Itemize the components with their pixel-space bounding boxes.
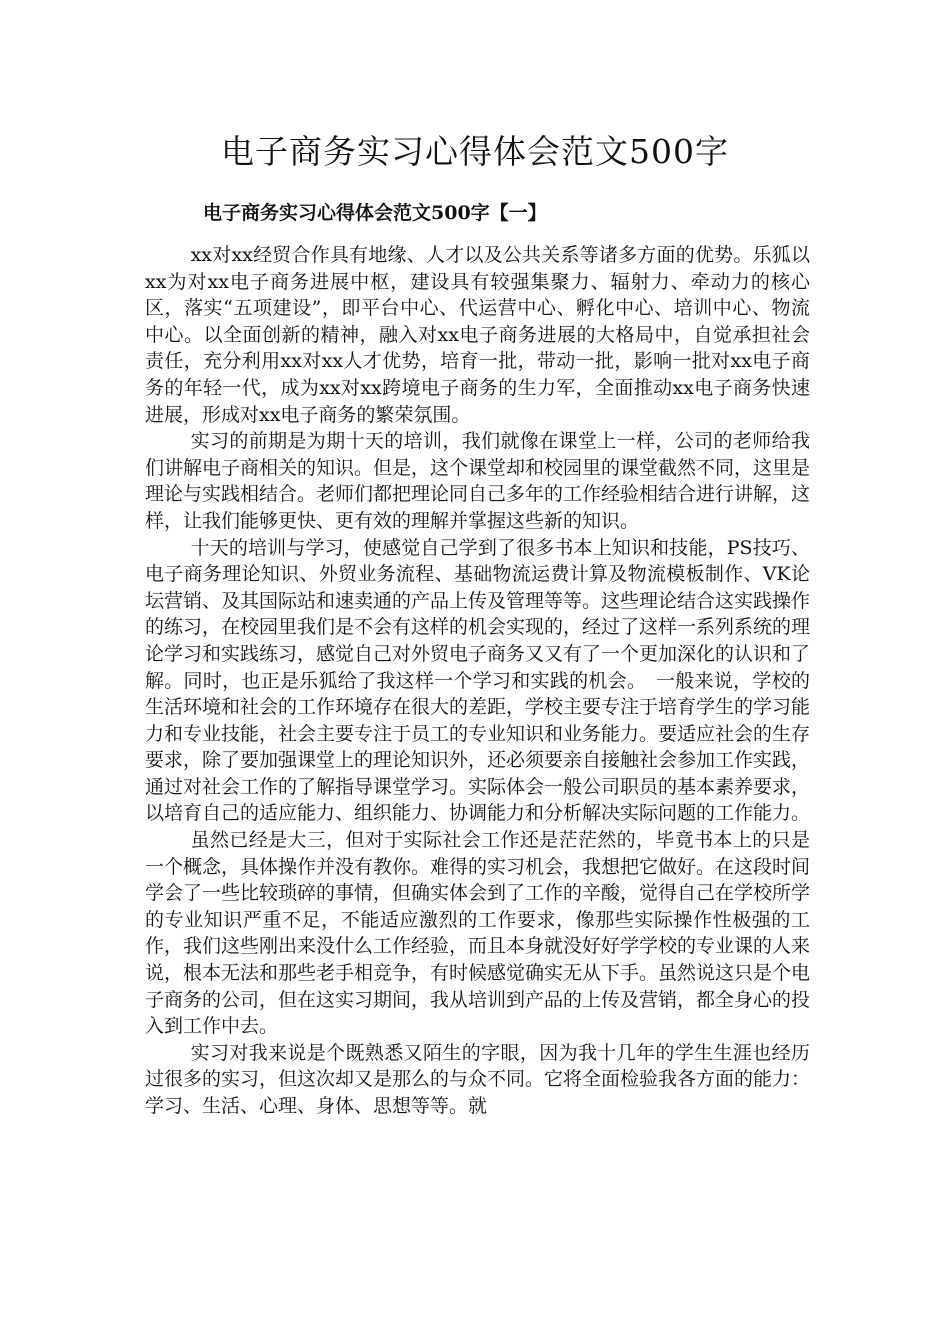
paragraph-2: 实习的前期是为期十天的培训，我们就像在课堂上一样，公司的老师给我们讲解电子商相关的知识。但是，这个课堂却和校园里的课堂截然不同，这里是理论与实践相结合。老师们都把理论同自己多年的工作经验相结合进行讲解，这样，让我们能够更快、更有效的理解并掌握这些新的知识。 <box>145 430 811 532</box>
paragraph-1: xx对xx经贸合作具有地缘、人才以及公共关系等诸多方面的优势。乐狐以xx为对xx电子商务进展中枢，建设具有较强集聚力、辐射力、牵动力的核心区，落实“五项建设”，即平台中心、代运营中心、孵化中心、培训中心、物流中心。以全面创新的精神，融入对xx电子商务进展的大格局中，自觉承担社会责任，充分利用xx对xx人才优势，培育一批，带动一批，影响一批对xx电子商务的年轻一代，成为xx对xx跨境电子商务的生力军，全面推动xx电子商务快速进展，形成对xx电子商务的繁荣氛围。 <box>145 244 810 426</box>
document-body <box>145 220 810 1120</box>
section-heading: 电子商务实习心得体会范文500字【一】 <box>203 202 547 224</box>
paragraph-3: 十天的培训与学习，使感觉自己学到了很多书本上知识和技能，PS技巧、电子商务理论知识、外贸业务流程、基础物流运费计算及物流模板制作、VK论坛营销、及其国际站和速卖通的产品上传及管理等等。这些理论结合这实践操作的练习，在校园里我们是不会有这样的机会实现的，经过了这样一系列系统的理论学习和实践练习，感觉自己对外贸电子商务又又有了一个更加深化的认识和了解。同时，也正是乐狐给了我这样一个学习和实践的机会。 一般来说，学校的生活环境和社会的工作环境存在很大的差距，学校主要专注于培育学生的学习能力和专业技能，社会主要专注于员工的专业知识和业务能力。要适应社会的生存要求，除了要加强课堂上的理论知识外，还必须要亲自接触社会参加工作实践，通过对社会工作的了解指导课堂学习。实际体会一般公司职员的基本素养要求，以培育自己的适应能力、组织能力、协调能力和分析解决实际问题的工作能力。 <box>145 536 811 825</box>
paragraph-5: 实习对我来说是个既熟悉又陌生的字眼，因为我十几年的学生生涯也经历过很多的实习，但这次却又是那么的与众不同。它将全面检验我各方面的能力：学习、生活、心理、身体、思想等等。就 <box>145 1041 811 1117</box>
paragraph-4: 虽然已经是大三，但对于实际社会工作还是茫茫然的，毕竟书本上的只是一个概念，具体操作并没有教你。难得的实习机会，我想把它做好。在这段时间学会了一些比较琐碎的事情，但确实体会到了工作的辛酸，觉得自己在学校所学的专业知识严重不足，不能适应激烈的工作要求，像那些实际操作性极强的工作，我们这些刚出来没什么工作经验，而且本身就没好好学学校的专业课的人来说，根本无法和那些老手相竞争，有时候感觉确实无从下手。虽然说这只是个电子商务的公司，但在这实习期间，我从培训到产品的上传及营销，都全身心的投入到工作中去。 <box>145 829 811 1038</box>
document-title: 电子商务实习心得体会范文500字 <box>221 132 729 171</box>
